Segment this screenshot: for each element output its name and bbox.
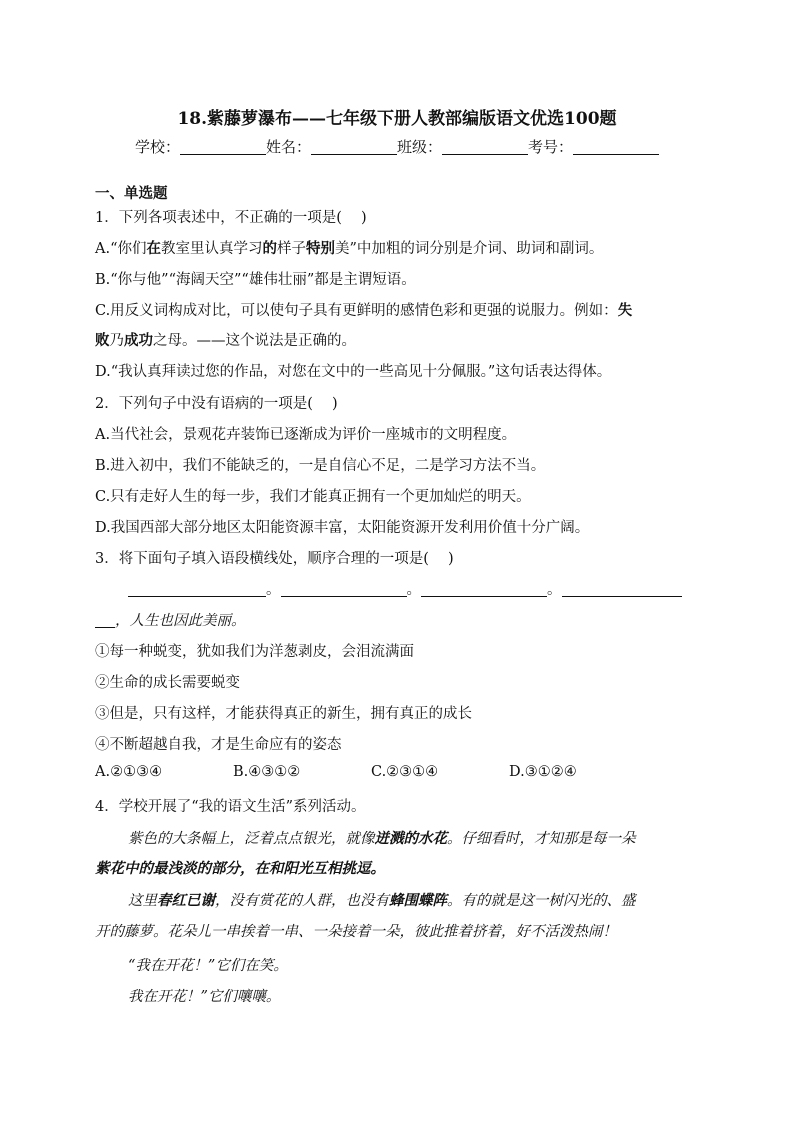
q3-option-b[interactable]: B.④③①② [233,764,301,780]
bold-word: 的 [262,240,277,257]
period: 。 [406,582,421,598]
q2-stem: 2．下列句子中没有语病的一项是( ) [95,396,338,412]
number-blank[interactable] [573,139,659,155]
q3-blanks-line [128,578,698,599]
q1-stem: 1．下列各项表述中，不正确的一项是( ) [95,210,367,226]
q3-item-3: ③但是，只有这样，才能获得真正的新生，拥有真正的成长 [95,706,472,722]
q3-stem: 3．将下面句子填入语段横线处，顺序合理的一项是( ) [95,551,454,567]
q3-blank-4-cont[interactable] [95,613,115,628]
q1-option-c [95,299,705,320]
bold-word: 败 [95,332,110,349]
q4-passage-p4: 我在开花！”它们嚷嚷。 [128,989,281,1005]
text-part: C.用反义词构成对比，可以使句子具有更鲜明的感情色彩和更强的说服力。例如： [95,303,618,319]
q3-blank-1[interactable] [128,582,266,597]
text-part: 教室里认真学习 [161,241,263,257]
q3-options [95,764,705,780]
number-label: 考号： [528,138,574,156]
q3-blank-4[interactable] [562,582,682,597]
student-info-line [0,136,794,157]
q1-option-a [95,237,705,258]
name-label: 姓名： [265,138,311,156]
name-blank[interactable] [311,139,397,155]
q4-passage-p1 [128,827,708,848]
q4-passage-p3: “我在开花！”它们在笑。 [128,958,288,974]
period: 。 [547,582,562,598]
q4-stem: 4．学校开展了“我的语文生活”系列活动。 [95,799,366,815]
q2-option-a: A.当代社会，景观花卉装饰已逐渐成为评价一座城市的文明程度。 [95,427,517,443]
school-label: 学校： [134,138,180,156]
text-part: 美”中加粗的词分别是介词、助词和副词。 [335,241,604,257]
text-part: 样子 [277,241,306,257]
q3-tail-text: ，人生也因此美丽。 [115,613,246,629]
class-blank[interactable] [442,139,528,155]
text-part: 。仔细看时，才知那是每一朵 [447,831,636,847]
school-blank[interactable] [180,139,266,155]
q3-tail-line [95,609,705,630]
q1-option-b: B.“你与他”“海阔天空”“雄伟壮丽”都是主谓短语。 [95,272,416,288]
q3-option-c[interactable]: C.②③①④ [371,764,439,780]
q2-option-d: D.我国西部大部分地区太阳能资源丰富，太阳能资源开发利用价值十分广阔。 [95,520,590,536]
bold-word: 迸溅的水花 [374,830,447,847]
q3-item-4: ④不断超越自我，才是生命应有的姿态 [95,737,342,753]
q3-blank-3[interactable] [421,582,547,597]
text-part: ，没有赏花的人群，也没有 [215,893,389,909]
q4-passage-p2-cont: 开的藤萝。花朵儿一串挨着一串、一朵接着一朵，彼此推着挤着，好不活泼热闹！ [95,924,617,940]
text-part: 。有的就是这一树闪光的、盛 [447,893,636,909]
q3-blank-2[interactable] [281,582,407,597]
q2-option-b: B.进入初中，我们不能缺乏的，一是自信心不足，二是学习方法不当。 [95,458,546,474]
text-part: 这里 [128,893,157,909]
period: 。 [266,582,281,598]
q3-item-2: ②生命的成长需要蜕变 [95,675,240,691]
q3-option-a[interactable]: A.②①③④ [95,764,163,780]
q4-passage-p2 [128,889,708,910]
q3-item-1: ①每一种蜕变，犹如我们为洋葱剥皮，会泪流满面 [95,644,414,660]
q2-option-c: C.只有走好人生的每一步，我们才能真正拥有一个更加灿烂的明天。 [95,489,531,505]
text-part: A.“你们 [95,241,147,257]
q4-passage-p1-cont [95,857,705,878]
q1-option-d: D.“我认真拜读过您的作品，对您在文中的一些高见十分佩服。”这句话表达得体。 [95,364,612,380]
q1-option-c-cont [95,329,705,350]
section-heading: 一、单选题 [95,185,168,202]
bold-word: 成功 [124,332,153,349]
bold-word: 春红已谢 [157,892,215,909]
bold-word: 紫花中的最浅淡的部分，在和阳光互相挑逗。 [95,860,385,877]
bold-word: 蜂围蝶阵 [389,892,447,909]
class-label: 班级： [397,138,443,156]
page-title: 18.紫藤萝瀑布——七年级下册人教部编版语文优选100题 [177,109,617,129]
text-part: 紫色的大条幅上，泛着点点银光，就像 [128,831,375,847]
bold-word: 特别 [306,240,335,257]
text-part: 之母。——这个说法是正确的。 [153,333,356,349]
bold-word: 在 [146,240,161,257]
bold-word: 失 [617,302,633,319]
q3-option-d[interactable]: D.③①②④ [509,764,577,780]
text-part: 乃 [109,333,124,349]
